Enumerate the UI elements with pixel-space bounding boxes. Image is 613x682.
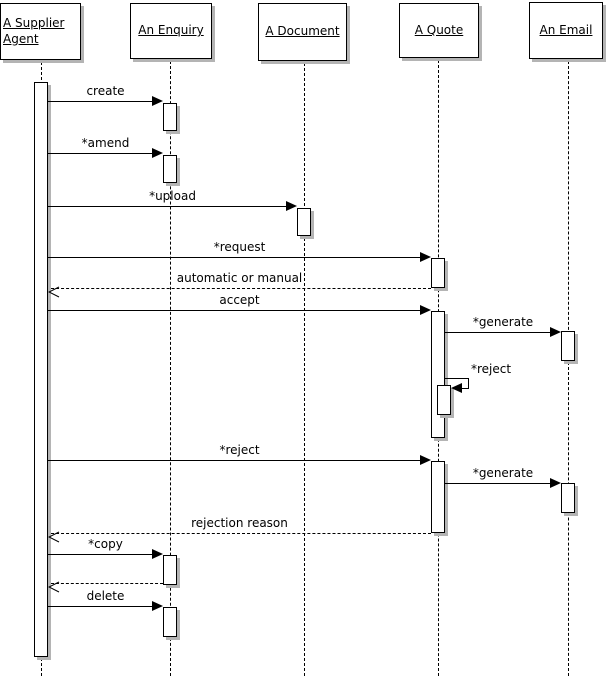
actor-label-quote: A Quote [414, 22, 464, 37]
message-create-line [48, 101, 153, 102]
message-reject-label: *reject [219, 443, 260, 457]
message-return-automatic-or-manual-line [51, 288, 431, 289]
actor-label-document: A Document [265, 24, 340, 39]
message-delete-label: delete [86, 589, 125, 603]
message-generate-line [445, 332, 551, 333]
lifeline-email [568, 61, 569, 676]
lifeline-document [304, 63, 305, 676]
message-reject-line-top [445, 378, 468, 379]
activation-bar-quote [431, 311, 445, 438]
filled-arrowhead-icon [420, 252, 431, 262]
activation-bar-enquiry [163, 555, 177, 585]
activation-bar-document [297, 208, 311, 236]
message-create-label: create [86, 84, 125, 98]
filled-arrowhead-icon [550, 478, 561, 488]
message-reject-line-bottom [461, 388, 469, 389]
actor-label-email: An Email [539, 22, 593, 37]
message-upload-line [48, 206, 287, 207]
activation-bar-quote [437, 385, 451, 415]
message-request-line [48, 257, 421, 258]
message-generate-label: *generate [472, 466, 534, 480]
activation-bar-quote [431, 258, 445, 288]
message-reject-label: *reject [471, 362, 512, 376]
activation-bar-enquiry [163, 607, 177, 637]
message-generate-line [445, 483, 551, 484]
activation-bar-enquiry [163, 103, 177, 131]
filled-arrowhead-icon [451, 383, 462, 393]
message-return-rejection-reason-line [51, 533, 431, 534]
activation-bar-supplier-agent [34, 82, 48, 657]
message-accept-label: accept [219, 293, 260, 307]
message-amend-line [48, 153, 153, 154]
actor-box-document [258, 3, 347, 61]
filled-arrowhead-icon [550, 327, 561, 337]
message-request-label: *request [213, 240, 266, 254]
actor-box-enquiry [130, 3, 212, 59]
actor-label-supplier-agent: A Supplier Agent [3, 15, 65, 46]
filled-arrowhead-icon [420, 455, 431, 465]
message-delete-line [48, 606, 153, 607]
message-copy-label: *copy [88, 537, 123, 551]
message-upload-label: *upload [149, 189, 196, 203]
filled-arrowhead-icon [152, 601, 163, 611]
open-arrowhead-icon [48, 528, 60, 540]
activation-bar-email [561, 331, 575, 361]
message-return-automatic-or-manual-label: automatic or manual [176, 271, 303, 285]
message-reject-line-side [468, 378, 469, 388]
filled-arrowhead-icon [152, 148, 163, 158]
filled-arrowhead-icon [420, 305, 431, 315]
open-arrowhead-icon [48, 578, 60, 590]
message-amend-label: *amend [81, 136, 130, 150]
actor-box-quote [399, 3, 479, 58]
actor-box-supplier-agent [0, 3, 81, 60]
filled-arrowhead-icon [152, 96, 163, 106]
message-return-rejection-reason-label: rejection reason [191, 516, 288, 530]
message-reject-line [48, 460, 421, 461]
activation-bar-quote [431, 461, 445, 533]
filled-arrowhead-icon [152, 549, 163, 559]
activation-bar-email [561, 483, 575, 513]
actor-box-email [529, 2, 603, 59]
message-generate-label: *generate [472, 315, 534, 329]
open-arrowhead-icon [48, 283, 60, 295]
actor-label-enquiry: An Enquiry [138, 23, 204, 38]
activation-bar-enquiry [163, 155, 177, 183]
message-return-unlabeled-line [51, 583, 163, 584]
message-accept-line [48, 310, 421, 311]
filled-arrowhead-icon [286, 201, 297, 211]
message-copy-line [48, 554, 153, 555]
